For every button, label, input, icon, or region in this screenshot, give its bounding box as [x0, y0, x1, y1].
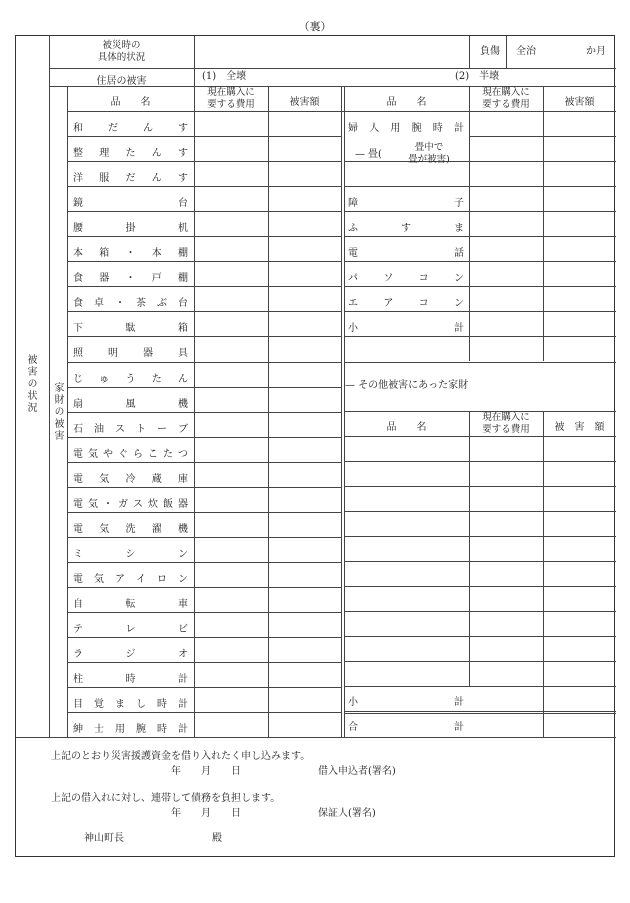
- divider: [469, 136, 616, 137]
- item-label: 整 理 た ん す: [73, 148, 188, 160]
- divider: [67, 336, 341, 337]
- item-label: テ レ ビ: [73, 624, 188, 635]
- guarantor-signature-label: 保証人(署名): [318, 808, 376, 819]
- divider: [67, 136, 341, 137]
- item-label: 本 箱 ・ 本 棚: [73, 248, 188, 260]
- application-text: 上記のとおり災害援護資金を借り入れたく申し込みます。: [51, 751, 311, 762]
- page-label: （裏）: [298, 20, 332, 33]
- divider: [67, 111, 616, 112]
- divider: [67, 487, 341, 488]
- divider: [49, 36, 50, 737]
- right-item-label: エ ア コ ン: [348, 298, 464, 310]
- divider: [344, 286, 616, 287]
- tatami-note: 畳中で 畳が被害): [408, 142, 450, 165]
- divider: [344, 336, 616, 337]
- divider: [67, 412, 341, 413]
- header-cost-right: 現在購入に 要する費用: [482, 87, 530, 110]
- divider: [67, 286, 341, 287]
- divider: [67, 236, 341, 237]
- divider: [344, 511, 616, 512]
- divider: [344, 436, 616, 437]
- item-label: 電 気 ア イ ロ ン: [73, 573, 188, 585]
- item-label: 扇 風 機: [73, 398, 188, 410]
- divider: [344, 711, 616, 712]
- divider: [67, 462, 341, 463]
- item-label: 電 気 冷 蔵 庫: [73, 473, 188, 485]
- divider: [344, 161, 616, 162]
- addressee: 神山町長: [84, 833, 124, 844]
- item-label: 食 卓 ・ 茶 ぶ 台: [73, 298, 188, 310]
- other-items-label: — その他被害にあった家財: [345, 380, 469, 391]
- bottom-total-label: 合 計: [348, 722, 464, 733]
- specific-situation-label: 被災時の 具体的状況: [97, 40, 146, 63]
- divider: [67, 261, 341, 262]
- divider: [344, 186, 616, 187]
- application-date[interactable]: 年 月 日: [171, 766, 241, 777]
- divider: [344, 211, 616, 212]
- divider: [344, 536, 616, 537]
- item-label: 紳 士 用 腕 時 計: [73, 724, 188, 736]
- applicant-signature-label: 借入申込者(署名): [318, 766, 396, 777]
- item-label: 照 明 器 具: [73, 348, 188, 360]
- header-item-left: 品 名: [110, 97, 151, 108]
- divider: [67, 161, 341, 162]
- divider: [543, 411, 544, 737]
- specific-situation-field[interactable]: [196, 38, 466, 66]
- damage-status-title: 被害の状況: [25, 354, 36, 414]
- injury-label: 負傷: [480, 46, 500, 57]
- divider: [344, 461, 616, 462]
- right-item-label: 婦 人 用 腕 時 計: [348, 123, 464, 134]
- divider: [67, 587, 341, 588]
- divider: [67, 537, 341, 538]
- housing-damage-label: 住居の被害: [96, 76, 147, 87]
- header-item-other: 品 名: [386, 422, 427, 433]
- divider: [344, 362, 616, 363]
- injury-field[interactable]: 全治 か月: [516, 46, 606, 57]
- divider: [469, 86, 470, 361]
- divider: [344, 611, 616, 612]
- guarantee-date[interactable]: 年 月 日: [171, 808, 241, 819]
- item-label: 柱 時 計: [73, 674, 188, 686]
- divider: [67, 712, 341, 713]
- household-damage-title: 家財の被害: [52, 382, 63, 442]
- divider: [67, 512, 341, 513]
- right-item-label: ふ す ま: [348, 223, 464, 235]
- item-label: 和 だ ん す: [73, 123, 188, 134]
- divider: [344, 686, 616, 687]
- item-label: 石 油 ス ト ー ブ: [73, 423, 188, 435]
- divider: [506, 36, 507, 68]
- divider: [67, 562, 341, 563]
- item-label: 下 駄 箱: [73, 323, 188, 335]
- divider: [67, 637, 341, 638]
- divider: [16, 737, 616, 738]
- divider: [344, 561, 616, 562]
- header-cost-other: 現在購入に 要する費用: [482, 412, 530, 435]
- item-label: 電 気 ・ ガ ス 炊 飯 器: [73, 498, 188, 510]
- divider: [67, 437, 341, 438]
- divider: [67, 362, 341, 363]
- item-label: ラ ジ オ: [73, 649, 188, 661]
- item-label: じ ゅ う た ん: [73, 373, 188, 385]
- right-item-label: パ ソ コ ン: [348, 273, 464, 285]
- header-cost-left: 現在購入に 要する費用: [207, 87, 255, 110]
- item-label: 洋 服 だ ん す: [73, 173, 188, 185]
- item-label: 食 器 ・ 戸 棚: [73, 273, 188, 285]
- divider: [344, 713, 616, 714]
- divider: [344, 636, 616, 637]
- divider: [67, 211, 341, 212]
- guarantee-text: 上記の借入れに対し、連帯して債務を負担します。: [51, 793, 281, 804]
- divider: [344, 236, 616, 237]
- bottom-subtotal-label: 小 計: [348, 697, 464, 708]
- right-item-label: 電 話: [348, 248, 464, 260]
- divider: [67, 662, 341, 663]
- item-label: 電 気 洗 濯 機: [73, 523, 188, 535]
- item-label: 目 覚 ま し 時 計: [73, 699, 188, 711]
- right-item-label: 障 子: [348, 198, 464, 210]
- header-damage-other: 被 害 額: [554, 422, 605, 433]
- divider: [67, 311, 341, 312]
- housing-option-total[interactable]: (1) 全壊: [202, 71, 247, 82]
- header-item-right: 品 名: [386, 97, 427, 108]
- item-label: ミ シ ン: [73, 548, 188, 560]
- housing-option-half[interactable]: (2) 半壊: [455, 71, 500, 82]
- divider: [49, 68, 616, 69]
- divider: [469, 36, 470, 68]
- divider: [344, 661, 616, 662]
- honorific: 殿: [212, 833, 222, 844]
- item-label: 自 転 車: [73, 598, 188, 610]
- divider: [67, 687, 341, 688]
- divider: [67, 387, 341, 388]
- divider: [344, 586, 616, 587]
- item-label: 鏡 台: [73, 198, 188, 210]
- divider: [67, 186, 341, 187]
- divider: [344, 261, 616, 262]
- divider: [341, 86, 342, 737]
- right-item-label: 小 計: [348, 323, 464, 335]
- tatami-dash: —: [355, 149, 365, 160]
- application-form: [15, 35, 615, 857]
- divider: [469, 411, 470, 686]
- divider: [344, 486, 616, 487]
- item-label: 電 気 や ぐ ら こ た つ: [73, 448, 188, 460]
- divider: [543, 86, 544, 361]
- tatami-prefix: 畳(: [368, 149, 382, 160]
- header-damage-left: 被害額: [289, 97, 320, 108]
- divider: [344, 311, 616, 312]
- item-label: 腰 掛 机: [73, 223, 188, 235]
- divider: [67, 612, 341, 613]
- header-damage-right: 被害額: [564, 97, 595, 108]
